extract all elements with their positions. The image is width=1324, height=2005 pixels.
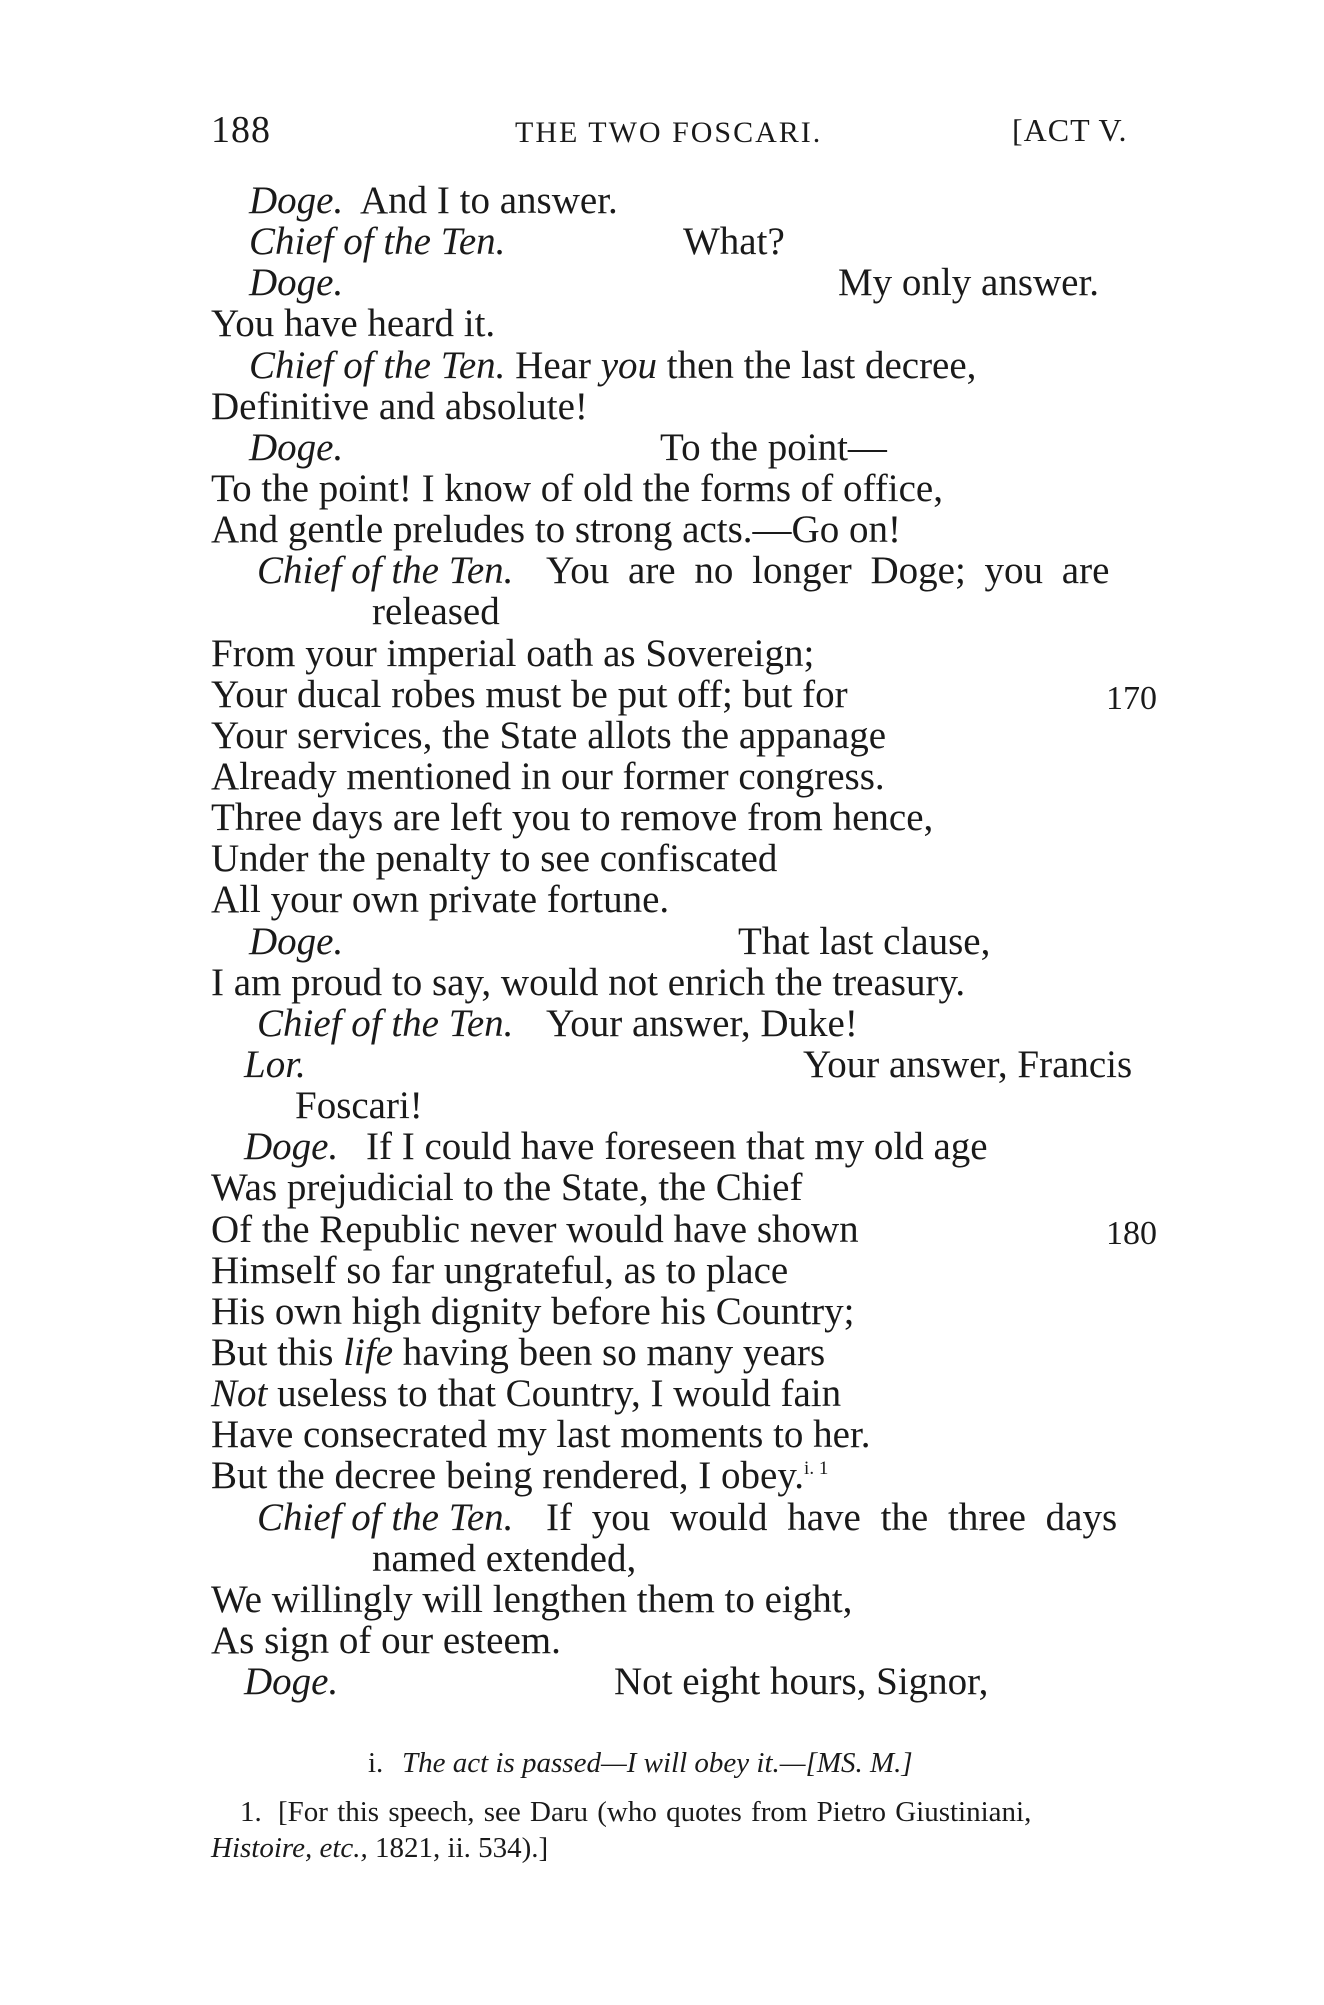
speaker-name: Chief of the Ten. [257, 1001, 514, 1045]
line-text: If you would have the three days [546, 1495, 1118, 1539]
line-text: You have heard it. [211, 302, 496, 346]
verse-line [0, 509, 1324, 550]
verse-line [0, 1373, 1324, 1414]
emphasis-text: Not [211, 1372, 268, 1416]
line-text: But this [211, 1330, 344, 1374]
verse-line [0, 345, 1324, 386]
verse-line [0, 1497, 1324, 1538]
line-text: His own high dignity before his Country; [211, 1289, 855, 1333]
verse-line [0, 1291, 1324, 1332]
verse-line [0, 838, 1324, 879]
line-text: Have consecrated my last moments to her. [211, 1413, 871, 1457]
line-text: And I to answer. [360, 179, 618, 222]
line-number: 170 [1106, 679, 1157, 717]
speaker-name: Doge. [244, 1125, 339, 1169]
line-text: Your services, the State allots the appanage [211, 713, 887, 757]
speaker-name: Lor. [244, 1042, 306, 1086]
verse-line [0, 1167, 1324, 1208]
verse-line [0, 1085, 1324, 1126]
footnote-mark: 1. [240, 1796, 262, 1828]
verse-line [0, 427, 1324, 468]
verse-line [0, 1579, 1324, 1620]
line-text: All your own private fortune. [211, 878, 670, 922]
verse-line [0, 1126, 1324, 1167]
line-text: We willingly will lengthen them to eight, [211, 1577, 853, 1621]
verse-line [0, 879, 1324, 920]
footnote-continuation [0, 1832, 1324, 1868]
line-text: then the last decree, [657, 343, 977, 387]
running-header [0, 108, 1324, 158]
line-number: 180 [1106, 1214, 1157, 1252]
verse-line [0, 303, 1324, 344]
verse-line [0, 386, 1324, 427]
verse-line [0, 633, 1324, 674]
speaker-name: Doge. [249, 919, 344, 963]
speaker-name: Chief of the Ten. [257, 549, 514, 593]
line-text: I am proud to say, would not enrich the treasury. [211, 960, 966, 1004]
verse-line [0, 756, 1324, 797]
line-text: To the point— [660, 425, 887, 469]
textual-variant-note [0, 1747, 1324, 1783]
line-text: Definitive and absolute! [211, 384, 588, 428]
footnote-reference: i. 1 [804, 1458, 829, 1480]
footnote-text: 1821, ii. 534).] [367, 1832, 549, 1864]
line-text: Was prejudicial to the State, the Chief [211, 1166, 803, 1210]
line-text: Under the penalty to see confiscated [211, 837, 778, 881]
verse-line [0, 262, 1324, 303]
verse-line [0, 674, 1324, 715]
verse-line [0, 1455, 1324, 1496]
line-text: named extended, [372, 1536, 637, 1580]
footnote [0, 1796, 1324, 1832]
verse-line [0, 1414, 1324, 1455]
verse-line [0, 797, 1324, 838]
act-label: [ACT V. [1012, 112, 1128, 148]
line-text: That last clause, [738, 919, 991, 963]
speaker-name: Chief of the Ten. [257, 1495, 514, 1539]
verse-line [0, 550, 1324, 591]
speaker-name: Doge. [249, 425, 344, 469]
verse-line [0, 1620, 1324, 1661]
footnote-text: [For this speech, see Daru (who quotes from Pietro Giustiniani, [278, 1796, 1032, 1828]
running-title: THE TWO FOSCARI. [515, 116, 823, 149]
line-text: If I could have foreseen that my old age [366, 1125, 988, 1169]
speaker-name: Doge. [249, 261, 344, 305]
speaker-name: Doge. [244, 1660, 339, 1704]
line-text: You are no longer Doge; you are [546, 549, 1110, 593]
footnote-citation-title: Histoire, etc., [211, 1832, 368, 1864]
verse-line [0, 1661, 1324, 1702]
verse-line [0, 715, 1324, 756]
line-text: released [372, 590, 500, 634]
emphasis-text: you [600, 343, 657, 387]
speaker-name: Chief of the Ten. [249, 343, 506, 387]
variant-mark: i. [368, 1747, 384, 1779]
line-text: What? [683, 220, 785, 264]
line-text: As sign of our esteem. [211, 1618, 561, 1662]
line-text: From your imperial oath as Sovereign; [211, 631, 815, 675]
line-text: My only answer. [838, 261, 1100, 305]
line-text: Your answer, Francis [803, 1042, 1133, 1086]
verse-line [0, 1003, 1324, 1044]
verse-line [0, 1044, 1324, 1085]
verse-line [0, 1332, 1324, 1373]
line-text: Hear [515, 343, 601, 387]
line-text: And gentle preludes to strong acts.—Go on! [211, 508, 901, 552]
verse-line [0, 180, 1324, 221]
line-text: Not eight hours, Signor, [614, 1660, 989, 1704]
page-number: 188 [211, 109, 271, 151]
verse-line [0, 468, 1324, 509]
line-text: Your answer, Duke! [546, 1001, 858, 1045]
line-text: But the decree being rendered, I obey. [211, 1454, 805, 1498]
line-text: having been so many years [393, 1330, 826, 1374]
line-text: Already mentioned in our former congress. [211, 754, 885, 798]
speaker-name: Chief of the Ten. [249, 220, 506, 264]
verse-line [0, 962, 1324, 1003]
verse-text [0, 180, 1324, 1702]
line-text: Himself so far ungrateful, as to place [211, 1248, 789, 1292]
verse-line [0, 921, 1324, 962]
line-text: Three days are left you to remove from hence, [211, 796, 934, 840]
variant-text: The act is passed—I will obey it.—[MS. M.] [402, 1747, 913, 1779]
line-text: Your ducal robes must be put off; but for [211, 672, 848, 716]
verse-line [0, 591, 1324, 632]
line-text: Of the Republic never would have shown [211, 1207, 859, 1251]
line-text: To the point! I know of old the forms of office, [211, 466, 943, 510]
line-text: useless to that Country, I would fain [267, 1372, 842, 1416]
speaker-name: Doge. [249, 179, 344, 222]
verse-line [0, 1538, 1324, 1579]
verse-line [0, 1250, 1324, 1291]
verse-line [0, 1209, 1324, 1250]
verse-line [0, 221, 1324, 262]
emphasis-text: life [343, 1330, 394, 1374]
line-text: Foscari! [295, 1084, 423, 1128]
